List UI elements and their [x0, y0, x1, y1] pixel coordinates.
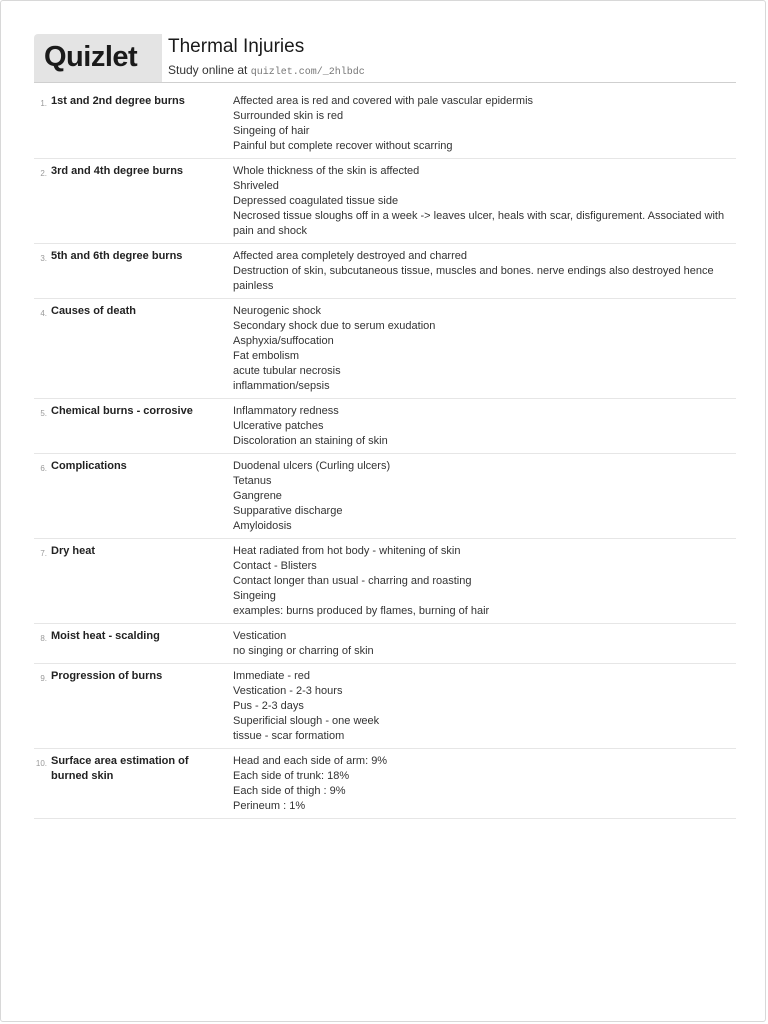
- card-definition: [233, 544, 736, 619]
- card-term: Chemical burns - corrosive: [51, 405, 193, 417]
- definition-line: Vestication: [233, 630, 287, 642]
- card-definition: [233, 629, 736, 659]
- flashcard-row: [34, 299, 736, 399]
- flashcard-row: [34, 454, 736, 539]
- definition-line: Heat radiated from hot body - whitening of skin: [233, 545, 461, 557]
- card-number: 7.: [40, 549, 47, 558]
- flashcard-row: [34, 664, 736, 749]
- quizlet-logo[interactable]: [34, 34, 162, 83]
- definition-line: Neurogenic shock: [233, 305, 322, 317]
- study-url-link[interactable]: quizlet.com/_2hlbdc: [250, 67, 365, 78]
- flashcard-row: [34, 399, 736, 454]
- definition-line: Perineum : 1%: [233, 800, 306, 812]
- definition-line: Each side of thigh : 9%: [233, 785, 346, 797]
- card-definition: [233, 304, 736, 394]
- definition-line: Inflammatory redness: [233, 405, 339, 417]
- card-definition: [233, 669, 736, 744]
- definition-line: Surrounded skin is red: [233, 110, 344, 122]
- definition-line: Asphyxia/suffocation: [233, 335, 334, 347]
- definition-line: Tetanus: [233, 475, 272, 487]
- logo-text: Quizlet: [44, 41, 138, 73]
- card-term: Complications: [51, 460, 127, 472]
- definition-line: Discoloration an staining of skin: [233, 435, 388, 447]
- card-term: Moist heat - scalding: [51, 630, 160, 642]
- definition-line: Painful but complete recover without scarring: [233, 140, 453, 152]
- definition-line: Whole thickness of the skin is affected: [233, 165, 420, 177]
- card-number: 8.: [40, 634, 47, 643]
- definition-line: acute tubular necrosis: [233, 365, 341, 377]
- flashcard-list: [34, 89, 736, 819]
- definition-line: Amyloidosis: [233, 520, 292, 532]
- card-number: 9.: [40, 674, 47, 683]
- definition-line: Fat embolism: [233, 350, 300, 362]
- definition-line: Shriveled: [233, 180, 279, 192]
- definition-line: Pus - 2-3 days: [233, 700, 304, 712]
- definition-line: Each side of trunk: 18%: [233, 770, 350, 782]
- flashcard-row: [34, 749, 736, 819]
- flashcard-row: [34, 624, 736, 664]
- definition-line: Contact longer than usual - charring and roasting: [233, 575, 472, 587]
- definition-line: Ulcerative patches: [233, 420, 324, 432]
- card-number: 1.: [40, 99, 47, 108]
- flashcard-row: [34, 539, 736, 624]
- definition-line: Gangrene: [233, 490, 282, 502]
- card-term: 1st and 2nd degree burns: [51, 95, 185, 107]
- card-definition: [233, 404, 736, 449]
- card-number: 4.: [40, 309, 47, 318]
- header: [34, 34, 736, 83]
- card-term: 3rd and 4th degree burns: [51, 165, 184, 177]
- definition-line: Affected area is red and covered with pale vascular epidermis: [233, 95, 534, 107]
- card-term: Surface area estimation of burned skin: [51, 755, 189, 782]
- page-title: Thermal Injuries: [168, 36, 305, 57]
- card-term: Progression of burns: [51, 670, 163, 682]
- card-number: 3.: [40, 254, 47, 263]
- card-definition: [233, 754, 736, 814]
- definition-line: Depressed coagulated tissue side: [233, 195, 399, 207]
- definition-line: inflammation/sepsis: [233, 380, 330, 392]
- definition-line: Duodenal ulcers (Curling ulcers): [233, 460, 391, 472]
- card-term: 5th and 6th degree burns: [51, 250, 183, 262]
- header-divider: [34, 82, 736, 83]
- definition-line: Head and each side of arm: 9%: [233, 755, 388, 767]
- card-definition: [233, 94, 736, 154]
- definition-line: Contact - Blisters: [233, 560, 317, 572]
- card-number: 5.: [40, 409, 47, 418]
- card-term: Causes of death: [51, 305, 136, 317]
- card-number: 2.: [40, 169, 47, 178]
- definition-line: Superificial slough - one week: [233, 715, 380, 727]
- flashcard-row: [34, 89, 736, 159]
- definition-line: tissue - scar formatiom: [233, 730, 345, 742]
- definition-line: Secondary shock due to serum exudation: [233, 320, 436, 332]
- definition-line: Singeing: [233, 590, 276, 602]
- study-online-line: [168, 63, 365, 78]
- definition-line: Destruction of skin, subcutaneous tissue, muscles and bones. nerve endings also destroyed hence painless: [233, 265, 714, 292]
- definition-line: Singeing of hair: [233, 125, 310, 137]
- definition-line: Immediate - red: [233, 670, 311, 682]
- card-number: 6.: [40, 464, 47, 473]
- card-definition: [233, 164, 736, 239]
- definition-line: no singing or charring of skin: [233, 645, 374, 657]
- definition-line: Supparative discharge: [233, 505, 343, 517]
- card-definition: [233, 249, 736, 294]
- flashcard-row: [34, 159, 736, 244]
- study-prefix: Study online at: [168, 63, 251, 77]
- card-definition: [233, 459, 736, 534]
- card-term: Dry heat: [51, 545, 96, 557]
- definition-line: Affected area completely destroyed and charred: [233, 250, 467, 262]
- card-number: 10.: [35, 759, 47, 768]
- definition-line: examples: burns produced by flames, burning of hair: [233, 605, 490, 617]
- definition-line: Necrosed tissue sloughs off in a week -> leaves ulcer, heals with scar, disfigurement. Associated with pain and shock: [233, 210, 725, 237]
- definition-line: Vestication - 2-3 hours: [233, 685, 343, 697]
- flashcard-row: [34, 244, 736, 299]
